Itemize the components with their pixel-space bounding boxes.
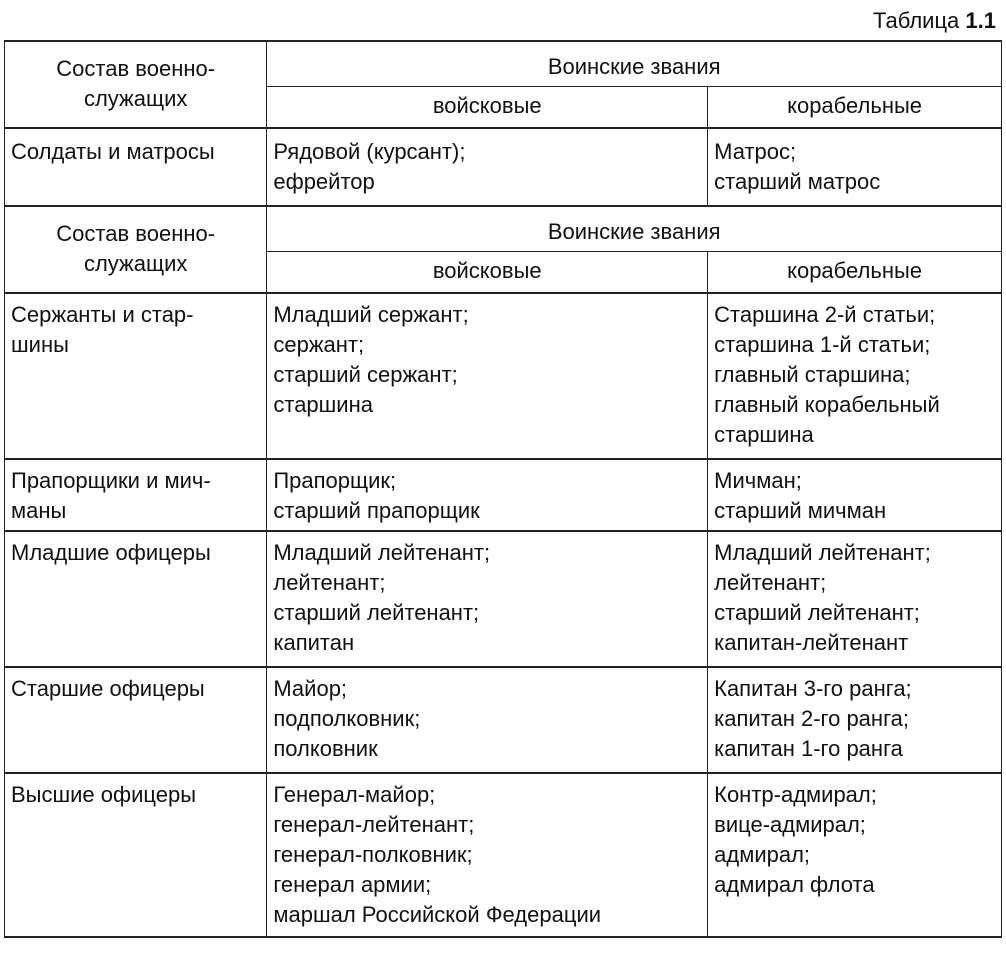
table-row bbox=[5, 293, 1002, 459]
group-cell bbox=[5, 128, 267, 206]
group-line: Младшие офицеры bbox=[11, 540, 211, 565]
table-caption bbox=[873, 6, 996, 36]
composition-header-line: Состав военно- bbox=[56, 221, 216, 246]
army-cell bbox=[267, 773, 708, 937]
navy-rank: капитан-лейтенант bbox=[714, 630, 909, 655]
group-cell bbox=[5, 667, 267, 773]
army-rank: маршал Российской Федерации bbox=[273, 902, 602, 927]
composition-header-line: Состав военно- bbox=[56, 56, 216, 81]
caption-prefix: Таблица bbox=[873, 8, 966, 33]
navy-rank: старшина bbox=[714, 422, 814, 447]
army-rank: Майор; bbox=[273, 676, 348, 701]
army-rank: старшина bbox=[273, 392, 373, 417]
group-line: шины bbox=[11, 332, 69, 357]
navy-rank: Старшина 2-й статьи; bbox=[714, 302, 936, 327]
composition-header bbox=[5, 206, 267, 293]
army-rank: Генерал-майор; bbox=[273, 782, 436, 807]
army-rank: генерал армии; bbox=[273, 872, 432, 897]
navy-rank: главный корабельный bbox=[714, 392, 940, 417]
army-cell bbox=[267, 293, 708, 459]
navy-cell bbox=[708, 459, 1002, 531]
army-cell bbox=[267, 459, 708, 531]
ranks-header: Воинские звания bbox=[267, 206, 1002, 252]
navy-cell bbox=[708, 293, 1002, 459]
navy-rank: капитан 2-го ранга; bbox=[714, 706, 909, 731]
table-row bbox=[5, 128, 1002, 206]
group-line: Прапорщики и мич- bbox=[11, 468, 211, 493]
navy-rank: старший лейтенант; bbox=[714, 600, 920, 625]
table-row bbox=[5, 667, 1002, 773]
navy-rank: вице-адмирал; bbox=[714, 812, 866, 837]
navy-rank: лейтенант; bbox=[714, 570, 827, 595]
navy-header: корабельные bbox=[708, 252, 1002, 294]
group-cell bbox=[5, 773, 267, 937]
table-row bbox=[5, 531, 1002, 667]
navy-rank: Младший лейтенант; bbox=[714, 540, 931, 565]
army-rank: полковник bbox=[273, 736, 378, 761]
ranks-table bbox=[4, 40, 1002, 938]
group-line: Сержанты и стар- bbox=[11, 302, 194, 327]
navy-cell bbox=[708, 773, 1002, 937]
army-rank: сержант; bbox=[273, 332, 365, 357]
navy-header: корабельные bbox=[708, 87, 1002, 129]
caption-number: 1.1 bbox=[965, 8, 996, 33]
group-cell bbox=[5, 293, 267, 459]
group-line: Старшие офицеры bbox=[11, 676, 205, 701]
army-rank: Прапорщик; bbox=[273, 468, 397, 493]
navy-rank: главный старшина; bbox=[714, 362, 911, 387]
army-rank: старший прапорщик bbox=[273, 498, 480, 523]
navy-rank: адмирал; bbox=[714, 842, 811, 867]
army-cell bbox=[267, 128, 708, 206]
army-rank: ефрейтор bbox=[273, 169, 375, 194]
table-row bbox=[5, 773, 1002, 937]
navy-rank: адмирал флота bbox=[714, 872, 875, 897]
army-cell bbox=[267, 531, 708, 667]
army-rank: лейтенант; bbox=[273, 570, 386, 595]
army-rank: Младший сержант; bbox=[273, 302, 469, 327]
army-rank: капитан bbox=[273, 630, 355, 655]
navy-rank: старший мичман bbox=[714, 498, 887, 523]
army-rank: Младший лейтенант; bbox=[273, 540, 491, 565]
composition-header-line: служащих bbox=[83, 251, 188, 276]
navy-rank: капитан 1-го ранга bbox=[714, 736, 903, 761]
group-line: Солдаты и матросы bbox=[11, 139, 215, 164]
navy-cell bbox=[708, 531, 1002, 667]
navy-cell bbox=[708, 128, 1002, 206]
header-row bbox=[5, 206, 1002, 252]
army-rank: старший лейтенант; bbox=[273, 600, 480, 625]
army-rank: подполковник; bbox=[273, 706, 421, 731]
ranks-header: Воинские звания bbox=[267, 41, 1002, 87]
army-rank: генерал-полковник; bbox=[273, 842, 473, 867]
army-rank: Рядовой (курсант); bbox=[273, 139, 466, 164]
header-row bbox=[5, 41, 1002, 87]
navy-rank: Матрос; bbox=[714, 139, 797, 164]
table-row bbox=[5, 459, 1002, 531]
composition-header bbox=[5, 41, 267, 128]
navy-rank: Капитан 3-го ранга; bbox=[714, 676, 912, 701]
navy-rank: старшина 1-й статьи; bbox=[714, 332, 931, 357]
composition-header-line: служащих bbox=[83, 86, 188, 111]
army-rank: генерал-лейтенант; bbox=[273, 812, 475, 837]
army-header: войсковые bbox=[267, 252, 708, 294]
navy-rank: Мичман; bbox=[714, 468, 802, 493]
group-cell bbox=[5, 531, 267, 667]
army-header: войсковые bbox=[267, 87, 708, 129]
navy-cell bbox=[708, 667, 1002, 773]
group-line: маны bbox=[11, 498, 67, 523]
group-line: Высшие офицеры bbox=[11, 782, 197, 807]
army-cell bbox=[267, 667, 708, 773]
army-rank: старший сержант; bbox=[273, 362, 458, 387]
navy-rank: старший матрос bbox=[714, 169, 881, 194]
group-cell bbox=[5, 459, 267, 531]
navy-rank: Контр-адмирал; bbox=[714, 782, 877, 807]
